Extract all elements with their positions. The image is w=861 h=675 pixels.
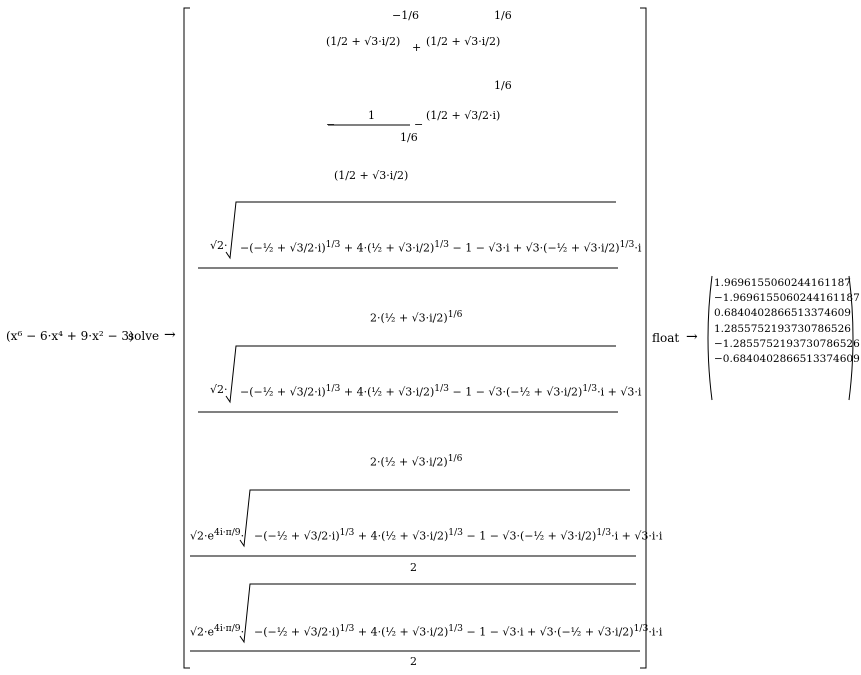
row4-sqrt2: √2· bbox=[210, 383, 228, 396]
row5-radicand: −(−½ + √3/2·i)$^{1/3}$ + 4·(½ + √3·i/2)$^{1/3}$ − 1 − √3·(−½ + √3·i/2)$^{1/3}$·i + √3·i·i bbox=[254, 527, 663, 543]
solve-arrow: → bbox=[164, 327, 176, 343]
row1-exp1: −1/6 bbox=[392, 9, 419, 22]
row6-denominator: 2 bbox=[410, 655, 417, 668]
polynomial-expression: (x⁶ − 6·x⁴ + 9·x² − 3) bbox=[6, 329, 134, 343]
result-value: −1.9696155060244161187 bbox=[714, 292, 860, 305]
row1-exp2: 1/6 bbox=[494, 9, 512, 22]
row2-minus: − bbox=[326, 118, 336, 131]
float-keyword: float bbox=[652, 331, 680, 345]
row2-exp: 1/6 bbox=[494, 79, 512, 92]
solve-keyword: solve bbox=[128, 329, 160, 343]
row2-denom: (1/2 + √3·i/2) bbox=[334, 169, 409, 182]
row1-term2: (1/2 + √3·i/2) bbox=[426, 35, 501, 48]
row3-sqrt2: √2· bbox=[210, 239, 228, 252]
row2-minus2: − bbox=[414, 118, 424, 131]
result-value: 1.9696155060244161187 bbox=[714, 277, 851, 289]
row1-term1: (1/2 + √3·i/2) bbox=[326, 35, 401, 48]
row3-radicand: −(−½ + √3/2·i)$^{1/3}$ + 4·(½ + √3·i/2)$^{1/3}$ − 1 − √3·i + √3·(−½ + √3·i/2)$^{1/3}$·i bbox=[240, 239, 642, 255]
result-value: −0.6840402866513374609 bbox=[714, 353, 860, 366]
row4-radicand: −(−½ + √3/2·i)$^{1/3}$ + 4·(½ + √3·i/2)$^{1/3}$ − 1 − √3·(−½ + √3·i/2)$^{1/3}$·i + √3·i bbox=[240, 383, 642, 399]
row2-denom-exp: 1/6 bbox=[400, 131, 418, 144]
result-value: 1.2855752193730786526 bbox=[714, 322, 851, 335]
row2-numer: 1 bbox=[368, 109, 375, 122]
result-vector bbox=[714, 276, 860, 367]
row5-denominator: 2 bbox=[410, 561, 417, 574]
row3-denominator: 2·(½ + √3·i/2)$^{1/6}$ bbox=[370, 309, 463, 325]
result-value: 0.6840402866513374609 bbox=[714, 307, 851, 320]
row4-denominator: 2·(½ + √3·i/2)$^{1/6}$ bbox=[370, 453, 463, 469]
row1-plus: + bbox=[412, 41, 422, 54]
result-value: −1.2855752193730786526 bbox=[714, 337, 860, 350]
row6-sqrt2: $√2\cdot e^{4i\cdot\pi/9}\cdot$ bbox=[190, 623, 245, 639]
float-arrow: → bbox=[686, 329, 698, 345]
row5-sqrt2: $√2\cdot e^{4i\cdot\pi/9}\cdot$ bbox=[190, 527, 245, 543]
row2-term: (1/2 + √3/2·i) bbox=[426, 109, 501, 122]
row6-radicand: −(−½ + √3/2·i)$^{1/3}$ + 4·(½ + √3·i/2)$^{1/3}$ − 1 − √3·i + √3·(−½ + √3·i/2)$^{1/3}$·i·i bbox=[254, 623, 663, 639]
